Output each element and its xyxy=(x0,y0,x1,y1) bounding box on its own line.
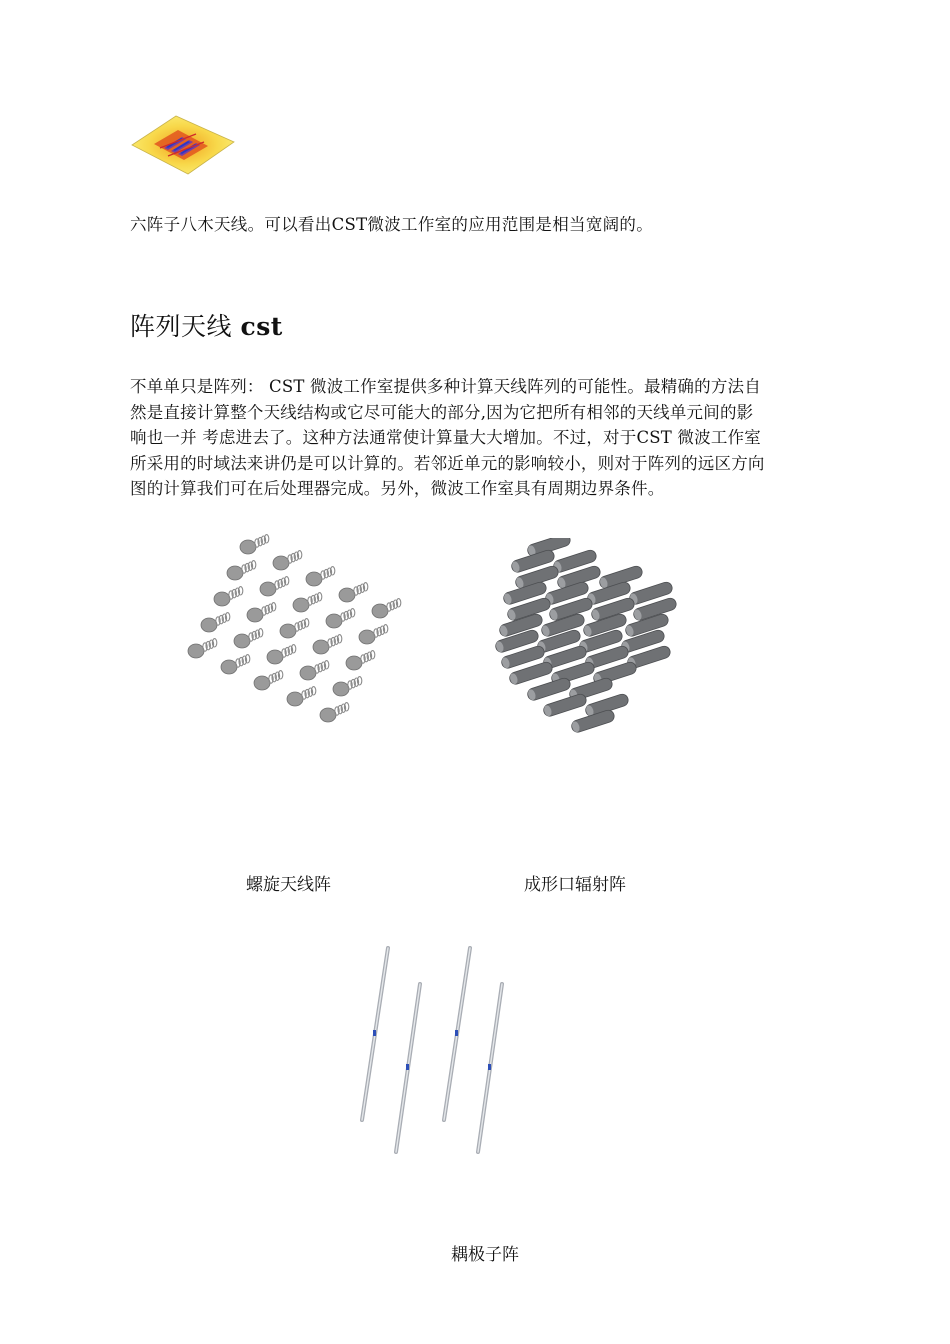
helix-element xyxy=(293,593,322,612)
helix-element xyxy=(267,645,296,664)
helix-element xyxy=(313,635,342,654)
helix-element xyxy=(260,577,289,596)
helix-array-image xyxy=(128,525,446,755)
helix-element xyxy=(346,651,375,670)
helix-element xyxy=(326,609,355,628)
section-title-cn: 阵列天线 xyxy=(130,312,233,341)
helix-element xyxy=(240,535,269,554)
yagi-heatmap-image xyxy=(126,112,238,178)
helix-element xyxy=(320,703,349,722)
helix-element xyxy=(188,639,217,658)
dipole-array-image xyxy=(350,940,520,1160)
helix-element xyxy=(280,619,309,638)
helix-element xyxy=(359,625,388,644)
helix-element xyxy=(201,613,230,632)
section-title-en: cst xyxy=(240,312,283,341)
helix-element xyxy=(273,551,302,570)
helix-element xyxy=(287,687,316,706)
helix-element xyxy=(247,603,276,622)
helix-element xyxy=(306,567,335,586)
horn-array-image xyxy=(488,538,688,752)
paragraph-line: 响也一并 考虑进去了。这种方法通常使计算量大大增加。不过，对于CST 微波工作室 xyxy=(130,428,761,447)
body-paragraph xyxy=(130,374,820,502)
yagi-caption: 六阵子八木天线。可以看出CST微波工作室的应用范围是相当宽阔的。 xyxy=(130,215,654,234)
helix-element xyxy=(300,661,329,680)
paragraph-line: 所采用的时域法来讲仍是可以计算的。若邻近单元的影响较小，则对于阵列的远区方向 xyxy=(130,453,765,473)
helix-element xyxy=(234,629,263,648)
helix-element xyxy=(221,655,250,674)
paragraph-line: 图的计算我们可在后处理器完成。另外，微波工作室具有周期边界条件。 xyxy=(130,479,665,498)
helix-element xyxy=(333,677,362,696)
helix-element xyxy=(227,561,256,580)
helix-array-caption: 螺旋天线阵 xyxy=(246,875,331,895)
paragraph-line: 然是直接计算整个天线结构或它尽可能大的部分,因为它把所有相邻的天线单元间的影 xyxy=(130,402,754,422)
helix-element xyxy=(214,587,243,606)
horn-element xyxy=(542,693,588,718)
dipole-array-caption: 耦极子阵 xyxy=(451,1245,519,1265)
helix-element xyxy=(339,583,368,602)
horn-array-caption: 成形口辐射阵 xyxy=(524,875,626,895)
horn-element xyxy=(526,677,572,702)
helix-element xyxy=(254,671,283,690)
section-title xyxy=(130,307,283,343)
paragraph-line: 不单单只是阵列： CST 微波工作室提供多种计算天线阵列的可能性。最精确的方法自 xyxy=(130,377,761,396)
helix-element xyxy=(372,599,401,618)
